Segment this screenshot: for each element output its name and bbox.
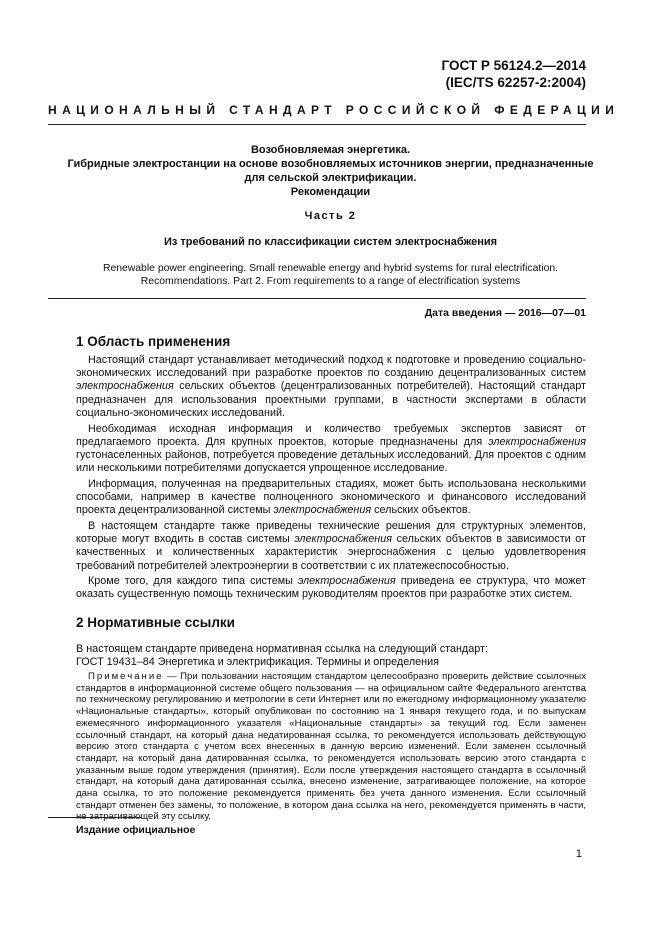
- iec-number: (IEC/TS 62257-2:2004): [445, 75, 586, 90]
- title-divider: [48, 298, 586, 299]
- section-1-paragraph-1: Настоящий стандарт устанавливает методический подход к подготовке и проведению социально-экономических исследований при разработке проектов по созданию децентрализованных систем электроснабжения сельских объектов (децентрализованных потребителей). Настоящий стандарт предназначен для использования проектными группами, в частности экспертами в области социально-экономических исследований.: [76, 354, 586, 419]
- section-2-body: [76, 643, 586, 669]
- introduction-date: Дата введения — 2016—07—01: [424, 307, 586, 319]
- title-line-1: Возобновляемая энергетика.: [250, 144, 411, 156]
- note-paragraph: [76, 671, 586, 823]
- banner-divider: [48, 124, 586, 125]
- section-1-paragraph-5: Кроме того, для каждого типа системы электроснабжения приведена ее структура, что может оказать существенную помощь техническим руководителям проектов при разработке этих систем.: [76, 575, 586, 601]
- gost-number: ГОСТ Р 56124.2—2014: [441, 58, 586, 73]
- title-line-2: Гибридные электростанции на основе возобновляемых источников энергии, предназначенные: [67, 158, 594, 170]
- official-edition-label: Издание официальное: [76, 824, 196, 836]
- document-title: [60, 143, 601, 199]
- title-line-3: для сельской электрификации.: [244, 172, 417, 184]
- section-1-heading: 1 Область применения: [76, 334, 231, 349]
- page-number: 1: [575, 848, 582, 860]
- document-code: [442, 57, 586, 91]
- part-title: Из требований по классификации систем электроснабжения: [163, 236, 498, 248]
- section-1-body: [76, 354, 586, 602]
- references-intro: В настоящем стандарте приведена нормативная ссылка на следующий стандарт:: [76, 643, 488, 655]
- note-label: Примечание: [88, 671, 164, 682]
- footnote-divider: [48, 817, 141, 818]
- english-title: Renewable power engineering. Small renewable energy and hybrid systems for rural electrification. Recommendations. Part 2. From requirements to a range of electrification systems: [102, 263, 559, 287]
- section-1-paragraph-4: В настоящем стандарте также приведены технические решения для структурных элементов, которые могут входить в состав системы электроснабжения сельских объектов в зависимости от качественных и количественных характеристик энергоснабжения с целью удовлетворения требований потребителей электроэнергии в соответствии с их платежеспособностью.: [76, 519, 586, 572]
- title-line-4: Рекомендации: [290, 186, 371, 198]
- section-2-heading: 2 Нормативные ссылки: [76, 615, 235, 630]
- section-1-paragraph-3: Информация, полученная на предварительных стадиях, может быть использована несколькими способами, например в качестве полноценного экономического и финансового исследований проекта децентрализованной системы электроснабжения сельских объектов.: [76, 477, 586, 517]
- national-standard-banner: НАЦИОНАЛЬНЫЙ СТАНДАРТ РОССИЙСКОЙ ФЕДЕРАЦИИ: [48, 103, 620, 117]
- part-number: Часть 2: [304, 210, 357, 222]
- reference-gost-19431: ГОСТ 19431–84 Энергетика и электрификация. Термины и определения: [76, 656, 440, 669]
- note-text: — При пользовании настоящим стандартом целесообразно проверить действие ссылочных стандартов в информационной системе общего пользования — на официальном сайте Федерального агентства по техническому регулированию и метрологии в сети Интернет или по ежегодному информационному указателю «Национальные стандарты», который опубликован по состоянию на 1 января текущего года, и по выпускам ежемесячного информационного указателя «Национальные стандарты» за текущий год. Если заменен ссылочный стандарт, на который дана недатированная ссылка, то рекомендуется использовать действующую версию этого стандарта с учетом всех внесенных в данную версию изменений. Если заменен ссылочный стандарт, на который дана датированная ссылка, то рекомендуется использовать версию этого стандарта с указанным выше годом утверждения (принятия). Если после утверждения настоящего стандарта в ссылочный стандарт, на который дана датированная ссылка, внесено изменение, затрагивающее положение, на которое дана ссылка, то это положение рекомендуется применять без учета данного изменения. Если ссылочный стандарт отменен без замены, то положение, в котором дана ссылка на него, рекомендуется применять в части, не затрагивающей эту ссылку.: [76, 671, 586, 823]
- section-1-paragraph-2: Необходимая исходная информация и количество требуемых экспертов зависят от предлагаемого проекта. Для крупных проектов, которые предназначены для электроснабжения густонаселенных районов, потребуется проведение детальных исследований. Для проектов с одним или несколькими потребителями допускается упрощенное исследование.: [76, 422, 586, 475]
